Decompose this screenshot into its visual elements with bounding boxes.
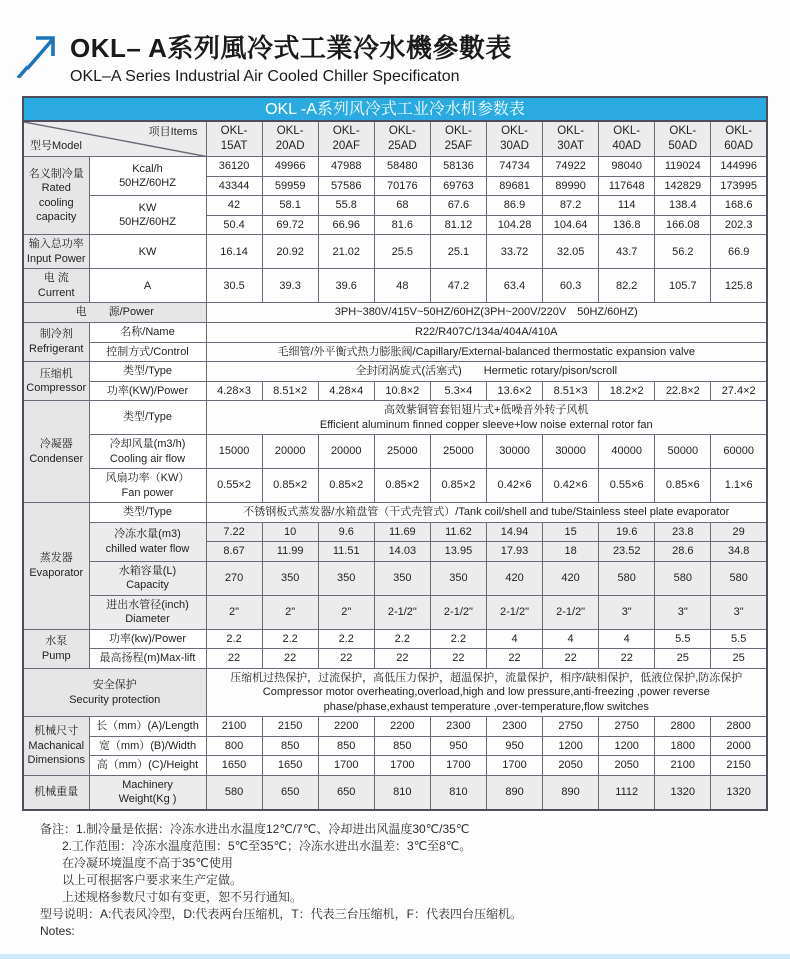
value-cell: 0.42×6 <box>486 469 542 503</box>
value-cell: 4.28×4 <box>318 381 374 401</box>
item-label-cell: 名称/Name <box>89 322 206 342</box>
value-cell: 420 <box>486 561 542 595</box>
value-cell: 850 <box>374 736 430 756</box>
model-header-cell: OKL- 60AD <box>711 121 767 157</box>
model-header-cell: OKL- 25AD <box>374 121 430 157</box>
note-line: 在冷凝环境温度不高于35℃使用 <box>62 855 233 870</box>
table-row <box>23 561 767 595</box>
value-cell: 25.5 <box>374 235 430 269</box>
value-cell: 2000 <box>711 736 767 756</box>
value-cell: 47.2 <box>430 269 486 303</box>
value-cell: 14.03 <box>374 542 430 562</box>
note-line: 备注：1.制冷量是依据：冷冻水进出水温度12℃/7℃、冷却进出风温度30℃/35℃ <box>40 821 470 836</box>
value-cell: 98040 <box>599 157 655 177</box>
model-header-cell: OKL- 30AT <box>543 121 599 157</box>
value-cell: 69763 <box>430 176 486 196</box>
value-cell: 136.8 <box>599 215 655 235</box>
model-header-cell: OKL- 50AD <box>655 121 711 157</box>
value-cell: 10 <box>262 522 318 542</box>
item-label-cell: 风扇功率（KW） Fan power <box>89 469 206 503</box>
item-label-cell: Kcal/h 50HZ/60HZ <box>89 157 206 196</box>
value-cell: 15 <box>543 522 599 542</box>
value-cell: 2-1/2" <box>543 595 599 629</box>
value-cell: 3" <box>599 595 655 629</box>
value-cell: 1200 <box>599 736 655 756</box>
value-cell: 22 <box>262 649 318 669</box>
value-cell: 43344 <box>206 176 262 196</box>
value-cell: 810 <box>430 775 486 810</box>
merged-value-cell: 3PH~380V/415V~50HZ/60HZ(3PH~200V/220V 50HZ/60HZ) <box>206 303 767 323</box>
value-cell: 350 <box>262 561 318 595</box>
model-label: 型号Model <box>30 139 82 152</box>
value-cell: 11.51 <box>318 542 374 562</box>
value-cell: 57586 <box>318 176 374 196</box>
value-cell: 39.3 <box>262 269 318 303</box>
value-cell: 22 <box>318 649 374 669</box>
table-row <box>23 775 767 810</box>
spec-table-body <box>23 121 767 810</box>
value-cell: 1650 <box>206 756 262 776</box>
value-cell: 4 <box>599 629 655 649</box>
page-subtitle: OKL–A Series Industrial Air Cooled Chiller Specificaton <box>70 68 460 85</box>
value-cell: 2-1/2" <box>430 595 486 629</box>
value-cell: 59959 <box>262 176 318 196</box>
section-label-cell: 制冷剂 Refrigerant <box>23 322 89 361</box>
value-cell: 82.2 <box>599 269 655 303</box>
table-row <box>23 668 767 717</box>
value-cell: 2-1/2" <box>486 595 542 629</box>
value-cell: 33.72 <box>486 235 542 269</box>
value-cell: 2800 <box>655 717 711 737</box>
item-label-cell: Machinery Weight(Kg ) <box>89 775 206 810</box>
value-cell: 650 <box>318 775 374 810</box>
value-cell: 50000 <box>655 435 711 469</box>
note-line: 2.工作范围：冷冻水温度范围：5℃至35℃；冷冻水进出水温差：3℃至8℃。 <box>62 838 472 853</box>
value-cell: 144996 <box>711 157 767 177</box>
value-cell: 420 <box>543 561 599 595</box>
notes-block <box>40 821 790 940</box>
value-cell: 350 <box>318 561 374 595</box>
section-label-cell: 冷凝器 Condenser <box>23 401 89 503</box>
value-cell: 119024 <box>655 157 711 177</box>
spec-table-wrap <box>22 96 768 811</box>
value-cell: 67.6 <box>430 196 486 216</box>
value-cell: 86.9 <box>486 196 542 216</box>
value-cell: 2" <box>206 595 262 629</box>
value-cell: 2.2 <box>206 629 262 649</box>
value-cell: 2750 <box>599 717 655 737</box>
value-cell: 22 <box>599 649 655 669</box>
value-cell: 9.6 <box>318 522 374 542</box>
value-cell: 105.7 <box>655 269 711 303</box>
table-row <box>23 322 767 342</box>
value-cell: 2750 <box>543 717 599 737</box>
value-cell: 850 <box>318 736 374 756</box>
value-cell: 22 <box>374 649 430 669</box>
section-label-cell: 名义制冷量 Rated cooling capacity <box>23 157 89 235</box>
value-cell: 125.8 <box>711 269 767 303</box>
table-row <box>23 303 767 323</box>
value-cell: 30000 <box>543 435 599 469</box>
table-row <box>23 196 767 216</box>
value-cell: 114 <box>599 196 655 216</box>
value-cell: 1700 <box>318 756 374 776</box>
value-cell: 36120 <box>206 157 262 177</box>
value-cell: 40000 <box>599 435 655 469</box>
value-cell: 2300 <box>486 717 542 737</box>
value-cell: 58.1 <box>262 196 318 216</box>
table-row <box>23 717 767 737</box>
model-header-cell: OKL- 25AF <box>430 121 486 157</box>
value-cell: 81.6 <box>374 215 430 235</box>
value-cell: 0.42×6 <box>543 469 599 503</box>
section-label-cell: 电 源/Power <box>23 303 206 323</box>
value-cell: 350 <box>374 561 430 595</box>
value-cell: 70176 <box>374 176 430 196</box>
item-label-cell: 冷却风量(m3/h) Cooling air flow <box>89 435 206 469</box>
value-cell: 1112 <box>599 775 655 810</box>
value-cell: 2800 <box>711 717 767 737</box>
value-cell: 1320 <box>655 775 711 810</box>
value-cell: 0.85×6 <box>655 469 711 503</box>
value-cell: 13.95 <box>430 542 486 562</box>
value-cell: 1650 <box>262 756 318 776</box>
model-header-cell: OKL- 15AT <box>206 121 262 157</box>
value-cell: 1320 <box>711 775 767 810</box>
value-cell: 5.5 <box>655 629 711 649</box>
value-cell: 20000 <box>262 435 318 469</box>
value-cell: 2200 <box>374 717 430 737</box>
item-label-cell: 功率(KW)/Power <box>89 381 206 401</box>
value-cell: 66.9 <box>711 235 767 269</box>
value-cell: 47988 <box>318 157 374 177</box>
value-cell: 11.62 <box>430 522 486 542</box>
arrow-logo-icon <box>16 28 62 78</box>
value-cell: 18 <box>543 542 599 562</box>
item-label-cell: 冷冻水量(m3) chilled water flow <box>89 522 206 561</box>
value-cell: 25 <box>711 649 767 669</box>
table-row <box>23 235 767 269</box>
item-label-cell: A <box>89 269 206 303</box>
value-cell: 5.3×4 <box>430 381 486 401</box>
value-cell: 25000 <box>430 435 486 469</box>
value-cell: 49966 <box>262 157 318 177</box>
value-cell: 17.93 <box>486 542 542 562</box>
page-title: OKL– A系列風冷式工業冷水機參數表 <box>70 33 512 63</box>
value-cell: 142829 <box>655 176 711 196</box>
value-cell: 104.64 <box>543 215 599 235</box>
item-label-cell: 控制方式/Control <box>89 342 206 362</box>
value-cell: 1700 <box>486 756 542 776</box>
value-cell: 890 <box>543 775 599 810</box>
value-cell: 22 <box>543 649 599 669</box>
value-cell: 350 <box>430 561 486 595</box>
value-cell: 16.14 <box>206 235 262 269</box>
value-cell: 2" <box>318 595 374 629</box>
page-header <box>16 28 790 86</box>
value-cell: 19.6 <box>599 522 655 542</box>
value-cell: 34.8 <box>711 542 767 562</box>
table-row <box>23 269 767 303</box>
item-label-cell: 类型/Type <box>89 401 206 435</box>
value-cell: 20.92 <box>262 235 318 269</box>
value-cell: 4.28×3 <box>206 381 262 401</box>
value-cell: 23.8 <box>655 522 711 542</box>
value-cell: 22.8×2 <box>655 381 711 401</box>
item-label-cell: 类型/Type <box>89 503 206 523</box>
value-cell: 25 <box>655 649 711 669</box>
value-cell: 29 <box>711 522 767 542</box>
value-cell: 23.52 <box>599 542 655 562</box>
table-row <box>23 522 767 542</box>
value-cell: 43.7 <box>599 235 655 269</box>
bottom-accent-strip <box>0 954 790 959</box>
value-cell: 2-1/2" <box>374 595 430 629</box>
value-cell: 580 <box>599 561 655 595</box>
value-cell: 74922 <box>543 157 599 177</box>
value-cell: 42 <box>206 196 262 216</box>
value-cell: 4 <box>543 629 599 649</box>
value-cell: 87.2 <box>543 196 599 216</box>
item-label-cell: 长（mm）(A)/Length <box>89 717 206 737</box>
value-cell: 166.08 <box>655 215 711 235</box>
value-cell: 74734 <box>486 157 542 177</box>
value-cell: 63.4 <box>486 269 542 303</box>
value-cell: 950 <box>486 736 542 756</box>
value-cell: 1700 <box>374 756 430 776</box>
value-cell: 117648 <box>599 176 655 196</box>
value-cell: 168.6 <box>711 196 767 216</box>
value-cell: 10.8×2 <box>374 381 430 401</box>
value-cell: 27.4×2 <box>711 381 767 401</box>
value-cell: 14.94 <box>486 522 542 542</box>
value-cell: 8.51×2 <box>262 381 318 401</box>
value-cell: 11.99 <box>262 542 318 562</box>
merged-value-cell: 毛细管/外平衡式热力膨胀阀/Capillary/External-balanced thermostatic expansion valve <box>206 342 767 362</box>
spec-table <box>22 120 768 811</box>
merged-value-cell: 不锈钢板式蒸发器/水箱盘管（干式壳管式）/Tank coil/shell and tube/Stainless steel plate evaporator <box>206 503 767 523</box>
value-cell: 1200 <box>543 736 599 756</box>
value-cell: 890 <box>486 775 542 810</box>
item-label-cell: 高（mm）(C)/Height <box>89 756 206 776</box>
value-cell: 0.85×2 <box>262 469 318 503</box>
section-label-cell: 输入总功率 Input Power <box>23 235 89 269</box>
value-cell: 2.2 <box>318 629 374 649</box>
model-header-cell: OKL- 30AD <box>486 121 542 157</box>
value-cell: 18.2×2 <box>599 381 655 401</box>
value-cell: 89681 <box>486 176 542 196</box>
value-cell: 8.67 <box>206 542 262 562</box>
item-label-cell: KW <box>89 235 206 269</box>
model-header-row <box>23 121 767 157</box>
value-cell: 22 <box>430 649 486 669</box>
value-cell: 25.1 <box>430 235 486 269</box>
value-cell: 810 <box>374 775 430 810</box>
item-label-cell: KW 50HZ/60HZ <box>89 196 206 235</box>
value-cell: 55.8 <box>318 196 374 216</box>
value-cell: 11.69 <box>374 522 430 542</box>
value-cell: 104.28 <box>486 215 542 235</box>
merged-value-cell: 高效紫铜管套铝翅片式+低噪音外转子风机 Efficient aluminum finned copper sleeve+low noise external rotor fan <box>206 401 767 435</box>
value-cell: 800 <box>206 736 262 756</box>
item-label-cell: 进出水管径(inch) Diameter <box>89 595 206 629</box>
value-cell: 1700 <box>430 756 486 776</box>
table-row <box>23 381 767 401</box>
value-cell: 2100 <box>206 717 262 737</box>
page <box>0 28 790 959</box>
table-row <box>23 629 767 649</box>
value-cell: 2100 <box>655 756 711 776</box>
table-row <box>23 595 767 629</box>
table-row <box>23 157 767 177</box>
item-label-cell: 功率(kw)/Power <box>89 629 206 649</box>
value-cell: 89990 <box>543 176 599 196</box>
section-label-cell: 机械尺寸 Machanical Dimensions <box>23 717 89 776</box>
value-cell: 30000 <box>486 435 542 469</box>
value-cell: 2.2 <box>430 629 486 649</box>
value-cell: 270 <box>206 561 262 595</box>
value-cell: 66.96 <box>318 215 374 235</box>
value-cell: 2" <box>262 595 318 629</box>
table-row <box>23 736 767 756</box>
section-label-cell: 蒸发器 Evaporator <box>23 503 89 630</box>
value-cell: 20000 <box>318 435 374 469</box>
model-header-cell: OKL- 40AD <box>599 121 655 157</box>
section-label-cell: 压缩机 Compressor <box>23 362 89 401</box>
value-cell: 69.72 <box>262 215 318 235</box>
value-cell: 580 <box>711 561 767 595</box>
note-line: 上述规格参数尺寸如有变更，恕不另行通知。 <box>62 890 303 905</box>
value-cell: 580 <box>655 561 711 595</box>
value-cell: 0.85×2 <box>318 469 374 503</box>
value-cell: 1.1×6 <box>711 469 767 503</box>
value-cell: 5.5 <box>711 629 767 649</box>
section-label-cell: 安全保护 Security protection <box>23 668 206 717</box>
value-cell: 850 <box>262 736 318 756</box>
value-cell: 48 <box>374 269 430 303</box>
model-items-corner-cell <box>23 121 206 157</box>
title-block <box>70 28 512 86</box>
item-label-cell: 类型/Type <box>89 362 206 382</box>
value-cell: 202.3 <box>711 215 767 235</box>
value-cell: 4 <box>486 629 542 649</box>
value-cell: 3" <box>711 595 767 629</box>
value-cell: 3" <box>655 595 711 629</box>
model-header-cell: OKL- 20AF <box>318 121 374 157</box>
merged-value-cell: 压缩机过热保护，过流保护，高低压力保护，超温保护，流量保护，相序/缺相保护，低液位保护,防冻保护 Compressor motor overheating,overload,high and low pressure,anti-freezing ,power reverse phase/phase,exhaust temperature ,over-temperature,flow switches <box>206 668 767 717</box>
table-row <box>23 342 767 362</box>
value-cell: 950 <box>430 736 486 756</box>
section-label-cell: 水泵 Pump <box>23 629 89 668</box>
value-cell: 2050 <box>599 756 655 776</box>
value-cell: 0.85×2 <box>430 469 486 503</box>
value-cell: 22 <box>206 649 262 669</box>
table-title-bar: OKL -A系列风冷式工业冷水机参数表 <box>22 96 768 120</box>
value-cell: 25000 <box>374 435 430 469</box>
value-cell: 2300 <box>430 717 486 737</box>
note-line: 型号说明：A:代表风冷型，D:代表两台压缩机，T：代表三台压缩机，F：代表四台压缩机。 <box>40 907 523 922</box>
value-cell: 13.6×2 <box>486 381 542 401</box>
value-cell: 580 <box>206 775 262 810</box>
value-cell: 15000 <box>206 435 262 469</box>
value-cell: 1800 <box>655 736 711 756</box>
section-label-cell: 机械重量 <box>23 775 89 810</box>
value-cell: 0.55×2 <box>206 469 262 503</box>
value-cell: 8.51×3 <box>543 381 599 401</box>
table-row <box>23 469 767 503</box>
table-row <box>23 503 767 523</box>
value-cell: 58480 <box>374 157 430 177</box>
table-row <box>23 435 767 469</box>
value-cell: 2150 <box>711 756 767 776</box>
value-cell: 2150 <box>262 717 318 737</box>
value-cell: 68 <box>374 196 430 216</box>
value-cell: 2.2 <box>374 629 430 649</box>
merged-value-cell: R22/R407C/134a/404A/410A <box>206 322 767 342</box>
value-cell: 81.12 <box>430 215 486 235</box>
value-cell: 173995 <box>711 176 767 196</box>
table-row <box>23 401 767 435</box>
value-cell: 2.2 <box>262 629 318 649</box>
value-cell: 60.3 <box>543 269 599 303</box>
value-cell: 21.02 <box>318 235 374 269</box>
value-cell: 30.5 <box>206 269 262 303</box>
value-cell: 60000 <box>711 435 767 469</box>
value-cell: 58136 <box>430 157 486 177</box>
value-cell: 0.55×6 <box>599 469 655 503</box>
value-cell: 7.22 <box>206 522 262 542</box>
table-row <box>23 649 767 669</box>
value-cell: 138.4 <box>655 196 711 216</box>
note-line: Notes: <box>40 924 75 939</box>
value-cell: 56.2 <box>655 235 711 269</box>
value-cell: 32.05 <box>543 235 599 269</box>
value-cell: 650 <box>262 775 318 810</box>
section-label-cell: 电 流 Current <box>23 269 89 303</box>
value-cell: 0.85×2 <box>374 469 430 503</box>
note-line: 以上可根据客户要求来生产定做。 <box>62 873 243 887</box>
items-label: 项目Items <box>148 126 198 138</box>
merged-value-cell: 全封闭涡旋式(活塞式) Hermetic rotary/pison/scroll <box>206 362 767 382</box>
item-label-cell: 宽（mm）(B)/Width <box>89 736 206 756</box>
table-row <box>23 362 767 382</box>
item-label-cell: 水箱容量(L) Capacity <box>89 561 206 595</box>
item-label-cell: 最高扬程(m)Max-lift <box>89 649 206 669</box>
table-row <box>23 756 767 776</box>
value-cell: 50.4 <box>206 215 262 235</box>
value-cell: 28.6 <box>655 542 711 562</box>
value-cell: 22 <box>486 649 542 669</box>
model-header-cell: OKL- 20AD <box>262 121 318 157</box>
value-cell: 2200 <box>318 717 374 737</box>
value-cell: 2050 <box>543 756 599 776</box>
value-cell: 39.6 <box>318 269 374 303</box>
